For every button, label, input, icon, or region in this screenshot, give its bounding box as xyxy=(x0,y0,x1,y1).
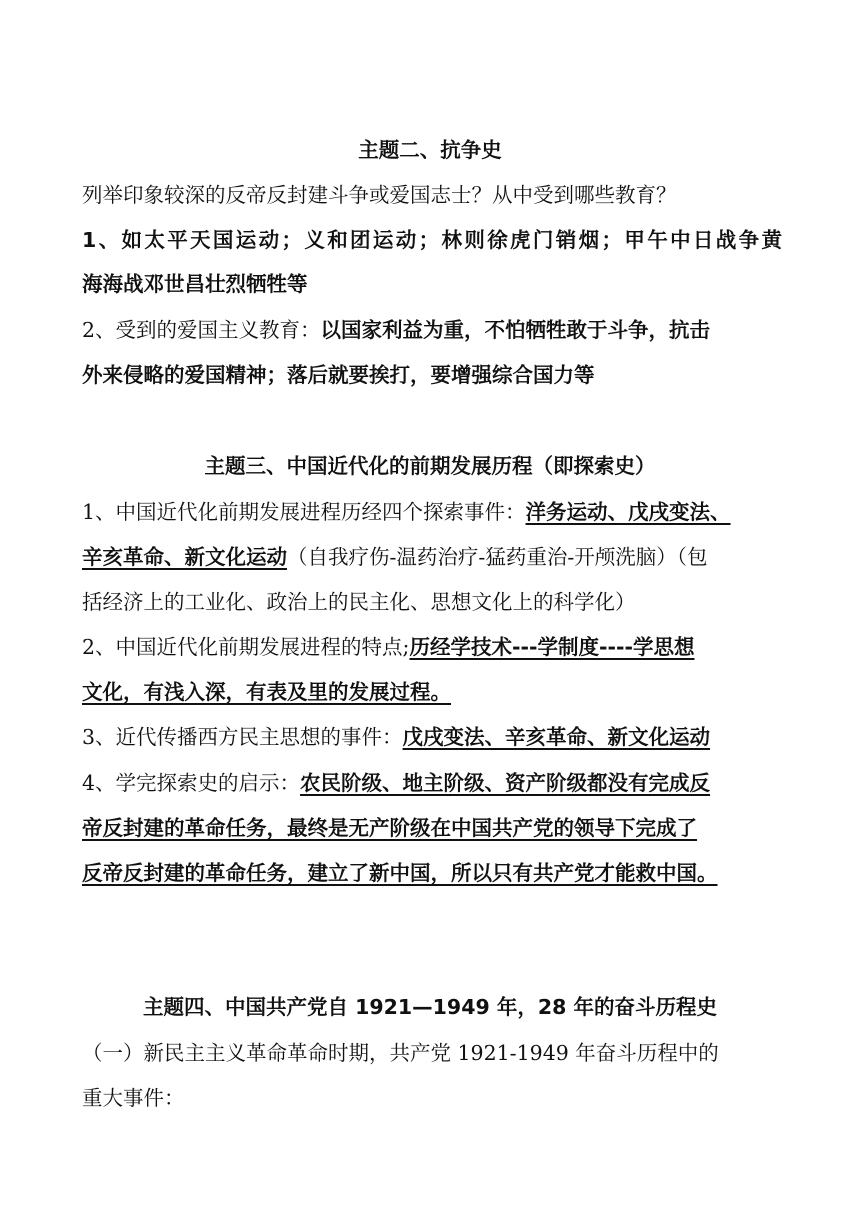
theme3-p1-prefix: 1、中国近代化前期发展进程历经四个探索事件： xyxy=(82,500,526,524)
theme3-p2-prefix: 2、中国近代化前期发展进程的特点; xyxy=(82,635,410,659)
theme2-question: 列举印象较深的反帝反封建斗争或爱国志士？从中受到哪些教育？ xyxy=(82,183,677,207)
theme3-p1-bold1: 洋务运动、戊戌变法、 xyxy=(525,500,731,524)
theme2-item2-prefix: 2、受到的爱国主义教育： xyxy=(82,318,321,342)
theme2-item1-line2: 海海战邓世昌壮烈牺牲等 xyxy=(82,272,308,296)
theme2-item1-line1: 1、如太平天国运动；义和团运动；林则徐虎门销烟；甲午中日战争黄 xyxy=(82,228,782,252)
theme3-p1-rest2: （自我疗伤-温药治疗-猛药重治-开颅洗脑）（包 xyxy=(287,545,708,569)
theme3-p1-bold2: 辛亥革命、新文化运动 xyxy=(82,545,287,569)
theme3-p4-line2: 帝反封建的革命任务，最终是无产阶级在中国共产党的领导下完成了 xyxy=(82,816,697,840)
theme2-title: 主题二、抗争史 xyxy=(358,138,502,162)
theme3-p2-line1 xyxy=(82,632,782,662)
theme3-p1-line3: 括经济上的工业化、政治上的民主化、思想文化上的科学化） xyxy=(82,590,636,614)
theme3-title: 主题三、中国近代化的前期发展历程（即探索史） xyxy=(204,454,656,478)
theme2-item2-line2: 外来侵略的爱国精神；落后就要挨打，要增强综合国力等 xyxy=(82,363,595,387)
theme4-title: 主题四、中国共产党自 1921—1949 年，28 年的奋斗历程史 xyxy=(142,995,718,1019)
theme3-p2-line2: 文化，有浅入深，有表及里的发展过程。 xyxy=(82,680,451,704)
theme3-p3 xyxy=(82,722,782,752)
theme3-p4-prefix: 4、学完探索史的启示： xyxy=(82,771,301,795)
theme3-p1-line2 xyxy=(82,542,782,572)
theme3-p1-line1 xyxy=(82,497,782,527)
theme4-p1-line2: 重大事件： xyxy=(82,1086,185,1110)
theme3-p4-line3: 反帝反封建的革命任务，建立了新中国，所以只有共产党才能救中国。 xyxy=(82,861,718,885)
theme3-p3-prefix: 3、近代传播西方民主思想的事件： xyxy=(82,725,403,749)
theme4-p1-line1: （一）新民主主义革命革命时期，共产党 1921-1949 年奋斗历程中的 xyxy=(82,1041,719,1065)
theme2-item2-bold1: 以国家利益为重，不怕牺牲敢于斗争，抗击 xyxy=(320,318,711,342)
theme2-item2-line1 xyxy=(82,315,782,345)
theme3-p2-bold1: 历经学技术---学制度----学思想 xyxy=(409,635,695,659)
theme3-p4-line1 xyxy=(82,768,782,798)
theme3-p3-bold: 戊戌变法、辛亥革命、新文化运动 xyxy=(402,725,711,749)
theme3-p4-bold1: 农民阶级、地主阶级、资产阶级都没有完成反 xyxy=(300,771,711,795)
